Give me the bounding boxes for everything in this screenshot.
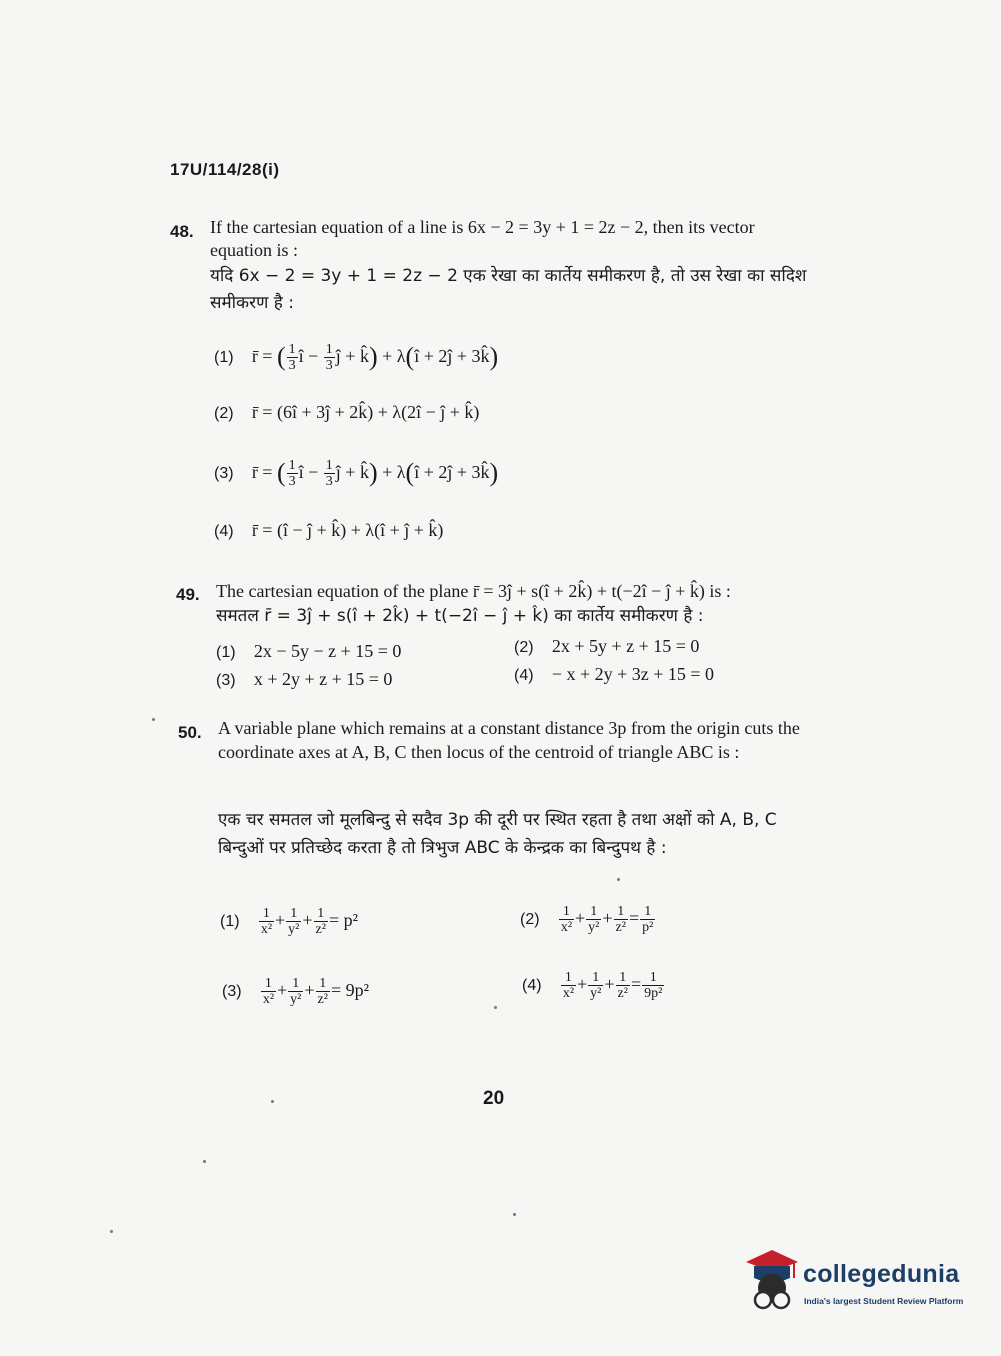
q50-option-2 [520,904,656,935]
q50-english: A variable plane which remains at a constant distance 3p from the origin cuts the coordinate axes at A, B, C then locus of the centroid of triangle ABC is : [218,718,800,762]
option-label: (1) [216,644,236,661]
option-label: (2) [514,639,534,656]
q49-number: 49. [176,585,200,604]
option-label: (3) [214,465,234,482]
q50-option-4 [522,970,665,1001]
option-math: $\frac{1}{\text{x²}}$ + $\frac{1}{\text{y²}}$ + $\frac{1}{\text{z²}}$ = $\frac{1}{\text{9p²}}$ [562,970,663,1001]
speck [152,718,155,721]
q50-option-1 [220,906,358,937]
option-math: r̄ = ( $\frac{1}{3}$ î − $\frac{1}{3}$ ĵ + k̂) + λ(î + 2ĵ + 3k̂) [251,342,499,374]
option-math: $\frac{1}{\text{x²}}$ + $\frac{1}{\text{y²}}$ + $\frac{1}{\text{z²}}$ = p² [260,906,359,937]
q49-option-1 [216,641,401,662]
page-number: 20 [483,1088,505,1109]
option-label: (2) [214,405,234,422]
brand-name: collegedunia [803,1260,960,1288]
speck [110,1230,113,1233]
q49-option-4 [514,664,714,685]
q49-option-3 [216,669,392,690]
q50-option-3 [222,976,369,1007]
q48-option-3 [214,458,498,489]
speck [617,878,620,881]
q49-option-2 [514,636,699,657]
speck [271,1100,274,1103]
option-label: (2) [520,910,540,928]
q50-number: 50. [178,723,202,742]
option-label: (3) [222,982,242,1000]
paper-code: 17U/114/28(i) [170,160,280,179]
option-math: − x + 2y + 3z + 15 = 0 [551,664,715,684]
speck [513,1213,516,1216]
q50-hindi: एक चर समतल जो मूलबिन्दु से सदैव 3p की दूरी पर स्थित रहता है तथा अक्षों को A, B, C बिन्दुओं पर प्रतिच्छेद करता है तो त्रिभुज ABC के केन्द्रक का बिन्दुपथ है : [218,810,777,858]
option-math: 2x + 5y + z + 15 = 0 [551,636,700,656]
option-label: (1) [220,912,240,930]
option-math: r̄ = (î − ĵ + k̂) + λ(î + ĵ + k̂) [251,520,444,540]
option-label: (1) [214,349,234,366]
speck [203,1160,206,1163]
option-math: r̄ = (6î + 3ĵ + 2k̂) + λ(2î − ĵ + k̂) [251,402,480,422]
option-rhs: p² [642,920,654,935]
q48-english: If the cartesian equation of a line is 6x − 2 = 3y + 1 = 2z − 2, then its vector equation is : [210,217,755,260]
option-math: r̄ = ( $\frac{1}{3}$ î − $\frac{1}{3}$ ĵ + k̂) + λ(î + 2ĵ + 3k̂) [251,458,499,490]
option-label: (4) [514,667,534,684]
option-math: 2x − 5y − z + 15 = 0 [253,641,402,661]
q49-english: The cartesian equation of the plane r̄ = 3ĵ + s(î + 2k̂) + t(−2î − ĵ + k̂) is : [216,581,731,601]
q48-option-4 [214,520,443,541]
speck [494,1006,497,1009]
q48-option-1 [214,342,498,373]
q48-hindi: यदि 6x − 2 = 3y + 1 = 2z − 2 एक रेखा का कार्तेय समीकरण है, तो उस रेखा का सदिश समीकरण है : [210,266,807,313]
q48-number: 48. [170,222,194,241]
option-label: (4) [214,523,234,540]
option-math: $\frac{1}{\text{x²}}$ + $\frac{1}{\text{y²}}$ + $\frac{1}{\text{z²}}$ = 9p² [262,976,370,1007]
option-math: $\frac{1}{\text{x²}}$ + $\frac{1}{\text{y²}}$ + $\frac{1}{\text{z²}}$ = $\frac{1}{\text{p²}}$ [560,904,654,935]
option-label: (3) [216,672,236,689]
option-rhs: 9p² [345,979,370,1000]
option-label: (4) [522,976,542,994]
option-math: x + 2y + z + 15 = 0 [253,669,393,689]
q48-option-2 [214,402,479,423]
brand-tagline: India's largest Student Review Platform [804,1296,964,1306]
option-rhs: p² [343,909,359,930]
q49-hindi: समतल r̄ = 3ĵ + s(î + 2k̂) + t(−2î − ĵ + k̂) का कार्तेय समीकरण है : [216,606,704,626]
option-rhs: 9p² [644,986,663,1001]
